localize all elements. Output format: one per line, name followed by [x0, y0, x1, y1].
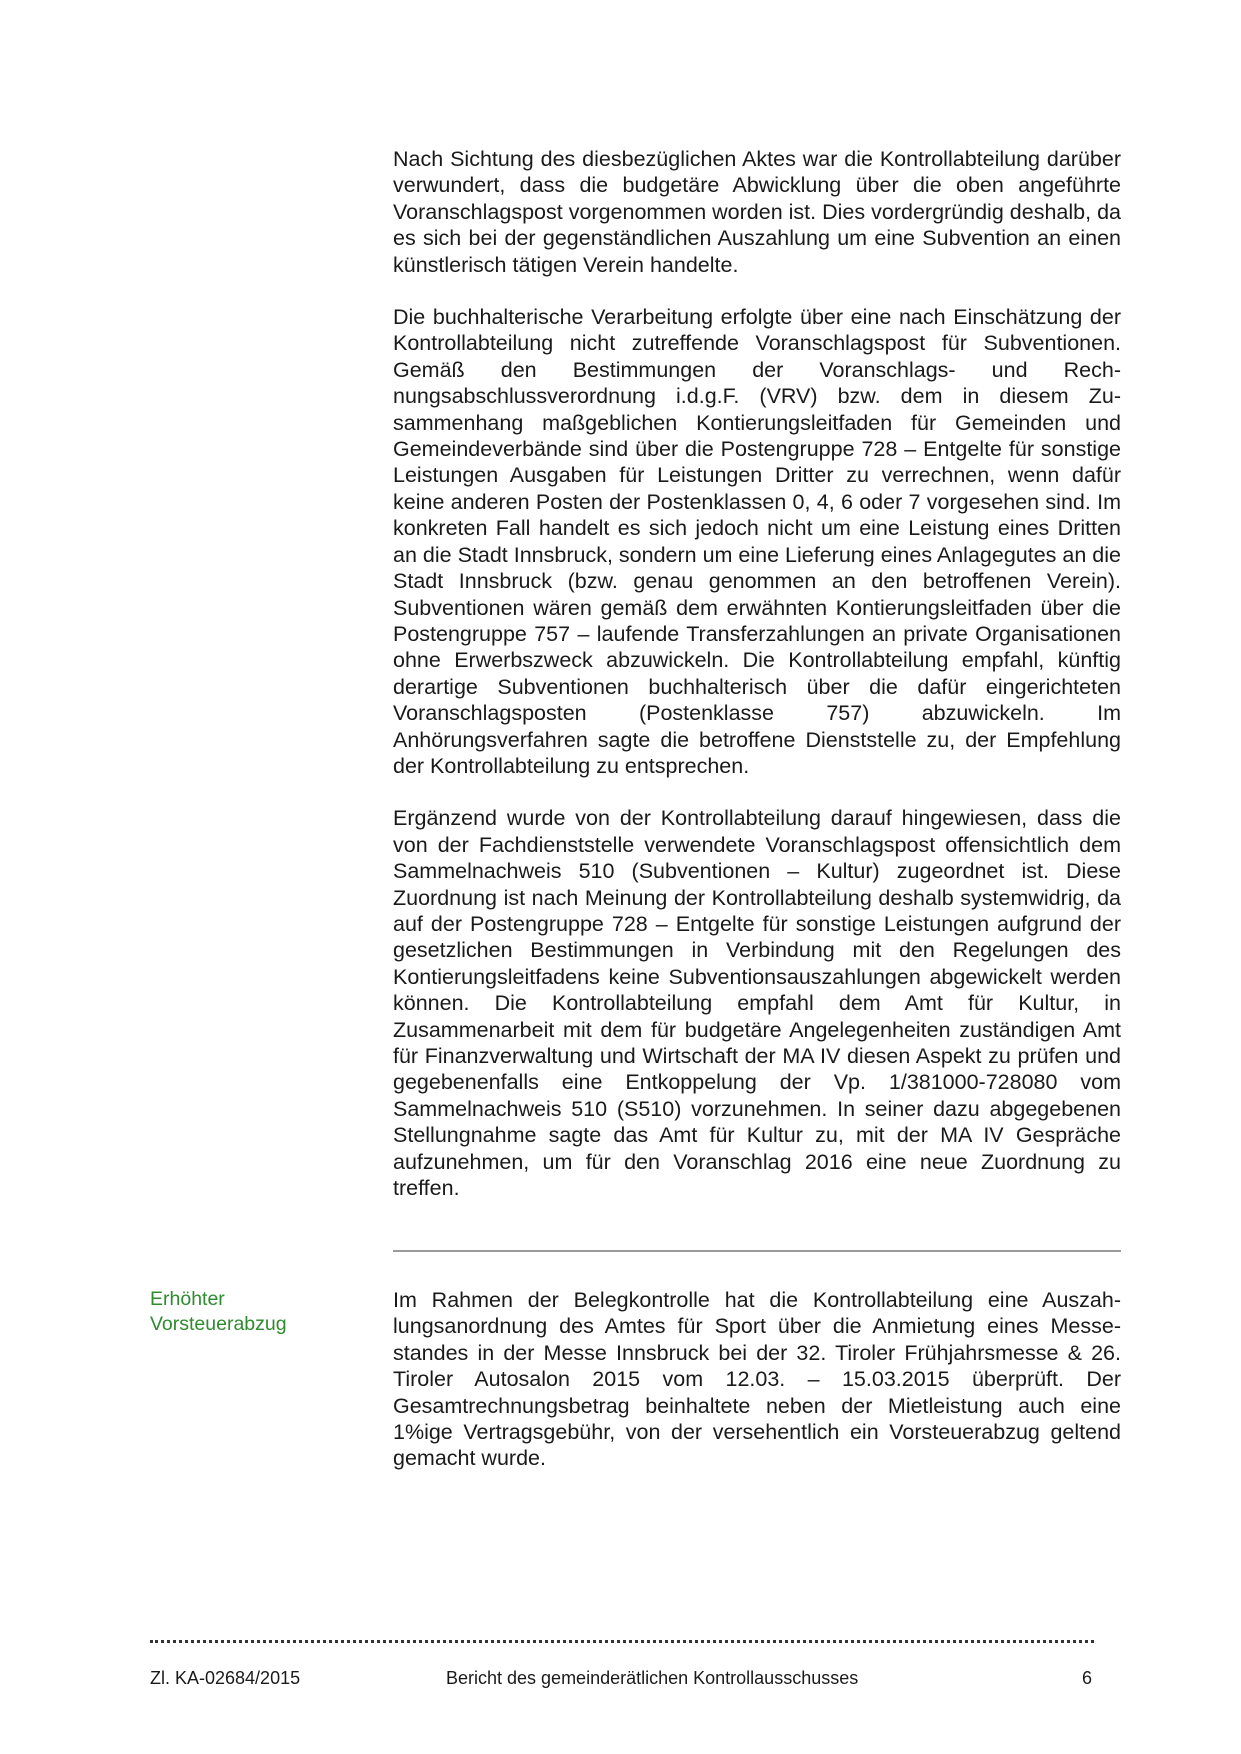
paragraph-input-tax: Im Rahmen der Belegkontrolle hat die Kontrollabteilung eine Auszahlungsanordnung des Amtes für Sport über die Anmietung eines Messestandes in der Messe Innsbruck bei der 32. Tiroler Frühjahrsmesse & 26. Tiroler Autosalon 2015 vom 12.03. – 15.03.2015 überprüft. Der Gesamtrechnungsbetrag beinhaltete neben der Mietleistung auch eine 1%ige Vertragsgebühr, von der versehentlich ein Vorsteuerabzug geltend gemacht wurde. [393, 1288, 1121, 1471]
footer-report-title: Bericht des gemeinderätlichen Kontrollausschusses [446, 1668, 859, 1688]
main-text-block [393, 146, 1121, 1201]
side-heading-vorsteuerabzug [150, 1287, 350, 1337]
section-two-text-block [393, 1287, 1121, 1472]
paragraph-collective-statement: Ergänzend wurde von der Kontrollabteilung darauf hingewiesen, dass die von der Fachdienststelle verwendete Voranschlagspost offensichtlich dem Sammelnachweis 510 (Subventionen – Kultur) zugeordnet ist. Diese Zuordnung ist nach Meinung der Kontrollabteilung deshalb systemwidrig, da auf der Postengruppe 728 – Entgelte für sonstige Leistungen aufgrund der gesetzlichen Bestimmungen in Verbindung mit den Regelungen des Kontierungsleitfadens keine Subventionsauszahlungen abgewickelt werden können. Die Kontrollabteilung empfahl dem Amt für Kultur, in Zusammenarbeit mit dem für budgetäre Angelegenheiten zuständigen Amt für Finanzverwaltung und Wirtschaft der MA IV diesen Aspekt zu prüfen und gegebenenfalls eine Entkoppelung der Vp. 1/381000-728080 vom Sammelnachweis 510 (S510) vorzunehmen. In seiner dazu abgegebenen Stellungnahme sagte das Amt für Kultur zu, mit der MA IV Gespräche aufzunehmen, um für den Voranschlag 2016 eine neue Zuordnung zu treffen. [393, 806, 1121, 1201]
footer-page-number: 6 [1082, 1668, 1093, 1688]
footer-reference: Zl. KA-02684/2015 [150, 1668, 301, 1688]
side-heading-line-1: Erhöhter [150, 1288, 225, 1310]
paragraph-budget-processing: Nach Sichtung des diesbezüglichen Aktes war die Kontrollabteilung darüber verwundert, dass die budgetäre Abwicklung über die oben angeführte Voranschlagspost vorgenommen worden ist. Dies vordergründig deshalb, da es sich bei der gegenständlichen Auszahlung um eine Subvention an einen künstlerisch tätigen Verein handelte. [393, 147, 1121, 277]
section-divider [393, 1250, 1121, 1252]
paragraph-bookkeeping: Die buchhalterische Verarbeitung erfolgte über eine nach Einschätzung der Kontrollabteilung nicht zutreffende Voranschlagspost für Subventionen. Gemäß den Bestimmungen der Voranschlags- und Rechnungsabschlussverordnung i.d.g.F. (VRV) bzw. dem in diesem Zusammenhang maßgeblichen Kontierungsleitfaden für Gemeinden und Gemeindeverbände sind über die Postengruppe 728 – Entgelte für sonstige Leistungen Ausgaben für Leistungen Dritter zu verrechnen, wenn dafür keine anderen Posten der Postenklassen 0, 4, 6 oder 7 vorgesehen sind. Im konkreten Fall handelt es sich jedoch nicht um eine Leistung eines Dritten an die Stadt Innsbruck, sondern um eine Lieferung eines Anlagegutes an die Stadt Innsbruck (bzw. genau genommen an den betroffenen Verein). Subventionen wären gemäß dem erwähnten Kontierungsleitfaden über die Postengruppe 757 – laufende Transferzahlungen an private Organisationen ohne Erwerbszweck abzuwickeln. Die Kontrollabteilung empfahl, künftig derartige Subventionen buchhalterisch über die dafür eingerichteten Voranschlagsposten (Postenklasse 757) abzuwickeln. Im Anhörungsverfahren sagte die betroffene Dienststelle zu, der Empfehlung der Kontrollabteilung zu entsprechen. [393, 305, 1121, 778]
side-heading-line-2: Vorsteuerabzug [150, 1313, 287, 1335]
footer-dotted-rule [150, 1640, 1094, 1643]
